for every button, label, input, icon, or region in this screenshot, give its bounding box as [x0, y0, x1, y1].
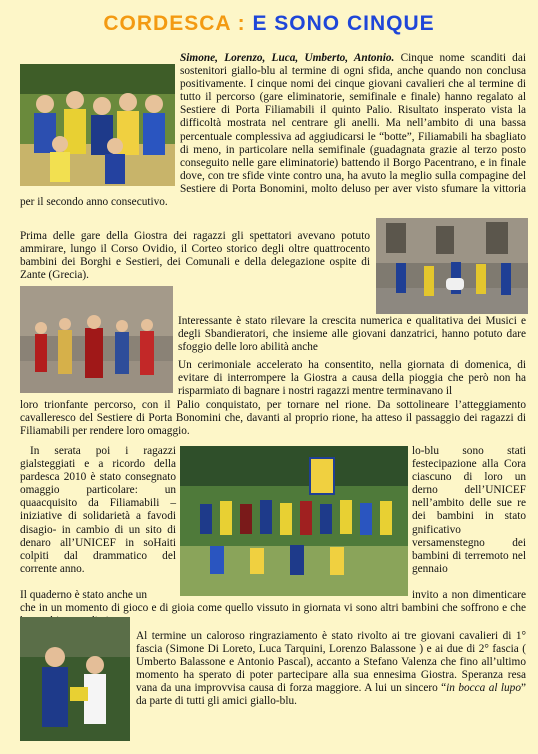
paragraph-3-text: Interessante è stato rilevare la crescita numerica e qualitativa dei Musici e degli Sbandieratori, che insieme alle giovani danzatrici, hanno potuto dare sfoggio delle loro abilità anche — [178, 315, 526, 354]
paragraph-6-quote: in bocca al lupo — [446, 682, 521, 695]
paragraph-1-text: Cinque nome scanditi dai sostenitori giallo-blu al termine di ogni sfida, anche quando non conclusa positivamente. I cinque nomi dei cinque giovani cavalieri che al termine di tutto il percorso (gare eliminatorie, semifinale e finale) hanno regalato al Sestiere di Porta Filiamabili il quinto Palio. Risultato insperato vista la difficoltà mostrata nel centrare gli anelli. Ma nell’ambito di una bassa percentuale complessiva ad aggiudicarsi le “botte”, Filiamabili ha sbagliato di meno, in particolare nella semifinale (guadagnata grazie al terzo posto conseguito nelle gare eliminatorie) battendo il Borgo Pacentrano, e in finale dove, con tre sfide vinte contro una, ha avuto la meglio sulla compagine del Sestiere di Porta Bonomini, molto deluso per aver visto sfumare la vittoria per il secondo anno consecutivo. — [20, 52, 526, 209]
paragraph-2-text: Prima delle gare della Giostra dei ragazzi gli spettatori avevano potuto ammirare, lungo il Corso Ovidio, il Corteo storico degli oltre quattrocento bambini dei Borghi e Sestieri, dei Comunali e della delegazione ospite di Zante (Grecia). — [20, 230, 370, 282]
paragraph-4b-text: loro trionfante percorso, con il Palio conquistato, per tornare nel rione. Da sottolineare l’atteggiamento cavalleresco del Sestiere di Porta Bonomini che, davanti al proprio rione, ha atteso il passaggio dei ragazzi di Filiamabili per rendere loro omaggio. — [20, 399, 526, 438]
article-paragraph-4a — [178, 359, 526, 398]
paragraph-5-right-text: lo-blu sono stati festecipazione alla Cora ciascuno di loro un derno dell’UNICEF nell’ambito delle sue re dei bambini in stato gnificativo versamenstegno dei bambini di terremoto nel gennaio — [412, 445, 526, 575]
paragraph-5-left2-text: Il quaderno è stato anche un — [20, 589, 148, 601]
paragraph-6-end: ” da parte di tutti gli amici giallo-blu. — [136, 682, 526, 708]
page-title — [0, 12, 538, 36]
ceremony-photo-icon — [180, 446, 408, 596]
article-paragraph-6 — [136, 630, 526, 709]
ceremony-photo — [180, 446, 408, 596]
parade-photo — [376, 218, 528, 314]
article-paragraph-2 — [20, 230, 370, 282]
paragraph-6-text: Al termine un caloroso ringraziamento è stato rivolto ai tre giovani cavalieri di 1° fascia (Simone Di Loreto, Luca Tarquini, Lorenzo Balassone ) e ai due di 2° fascia ( Umberto Balassone e Antonio Pascal), accanto a Stefano Valenza che fino all’ultimo momento ha sperato di poter partecipare alla sua ennesima Giostra. Speranza resa vana da una improvvisa causa di forza maggiore. A lui un sincero “ — [136, 630, 526, 695]
names-lead: Simone, Lorenzo, Luca, Umberto, Antonio. — [180, 52, 395, 64]
paragraph-5-left-text: In serata poi i ragazzi gialsteggiati e a ricordo della pardesca 2010 è stato consegnato omaggio particolare: un quaacquisito da Filiamabili – iniziative di solidarietà a favodi disagio- in cambio di un sito di denaro all’UNICEF in soHaiti colpiti dal drammatico del corrente anno. — [20, 445, 176, 575]
article-paragraph-5-right — [412, 445, 526, 576]
article-paragraph-1 — [20, 52, 526, 209]
paragraph-4a-text: Un cerimoniale accelerato ha consentito, nella giornata di domenica, di evitare di interrompere la Giostra a causa della pioggia che però non ha risparmiato di bagnare i nostri ragazzi mentre terminavano il — [178, 359, 526, 398]
title-part-2: E SONO CINQUE — [252, 12, 435, 35]
article-paragraph-3 — [178, 315, 526, 354]
parade-photo-icon — [376, 218, 528, 314]
article-paragraph-4b — [20, 399, 526, 438]
costume-parade-photo-icon — [20, 286, 173, 393]
paragraph-5-right2-text: invito a non dimenticare che in un momento di gioco e di gioia come quello vissuto in giornata vi sono altri bambini che soffrono e che — [20, 589, 526, 615]
award-photo-icon — [20, 617, 130, 741]
title-part-1: CORDESCA : — [103, 12, 246, 35]
article-paragraph-5-left — [20, 445, 176, 576]
costume-parade-photo — [20, 286, 173, 393]
award-photo — [20, 617, 130, 741]
